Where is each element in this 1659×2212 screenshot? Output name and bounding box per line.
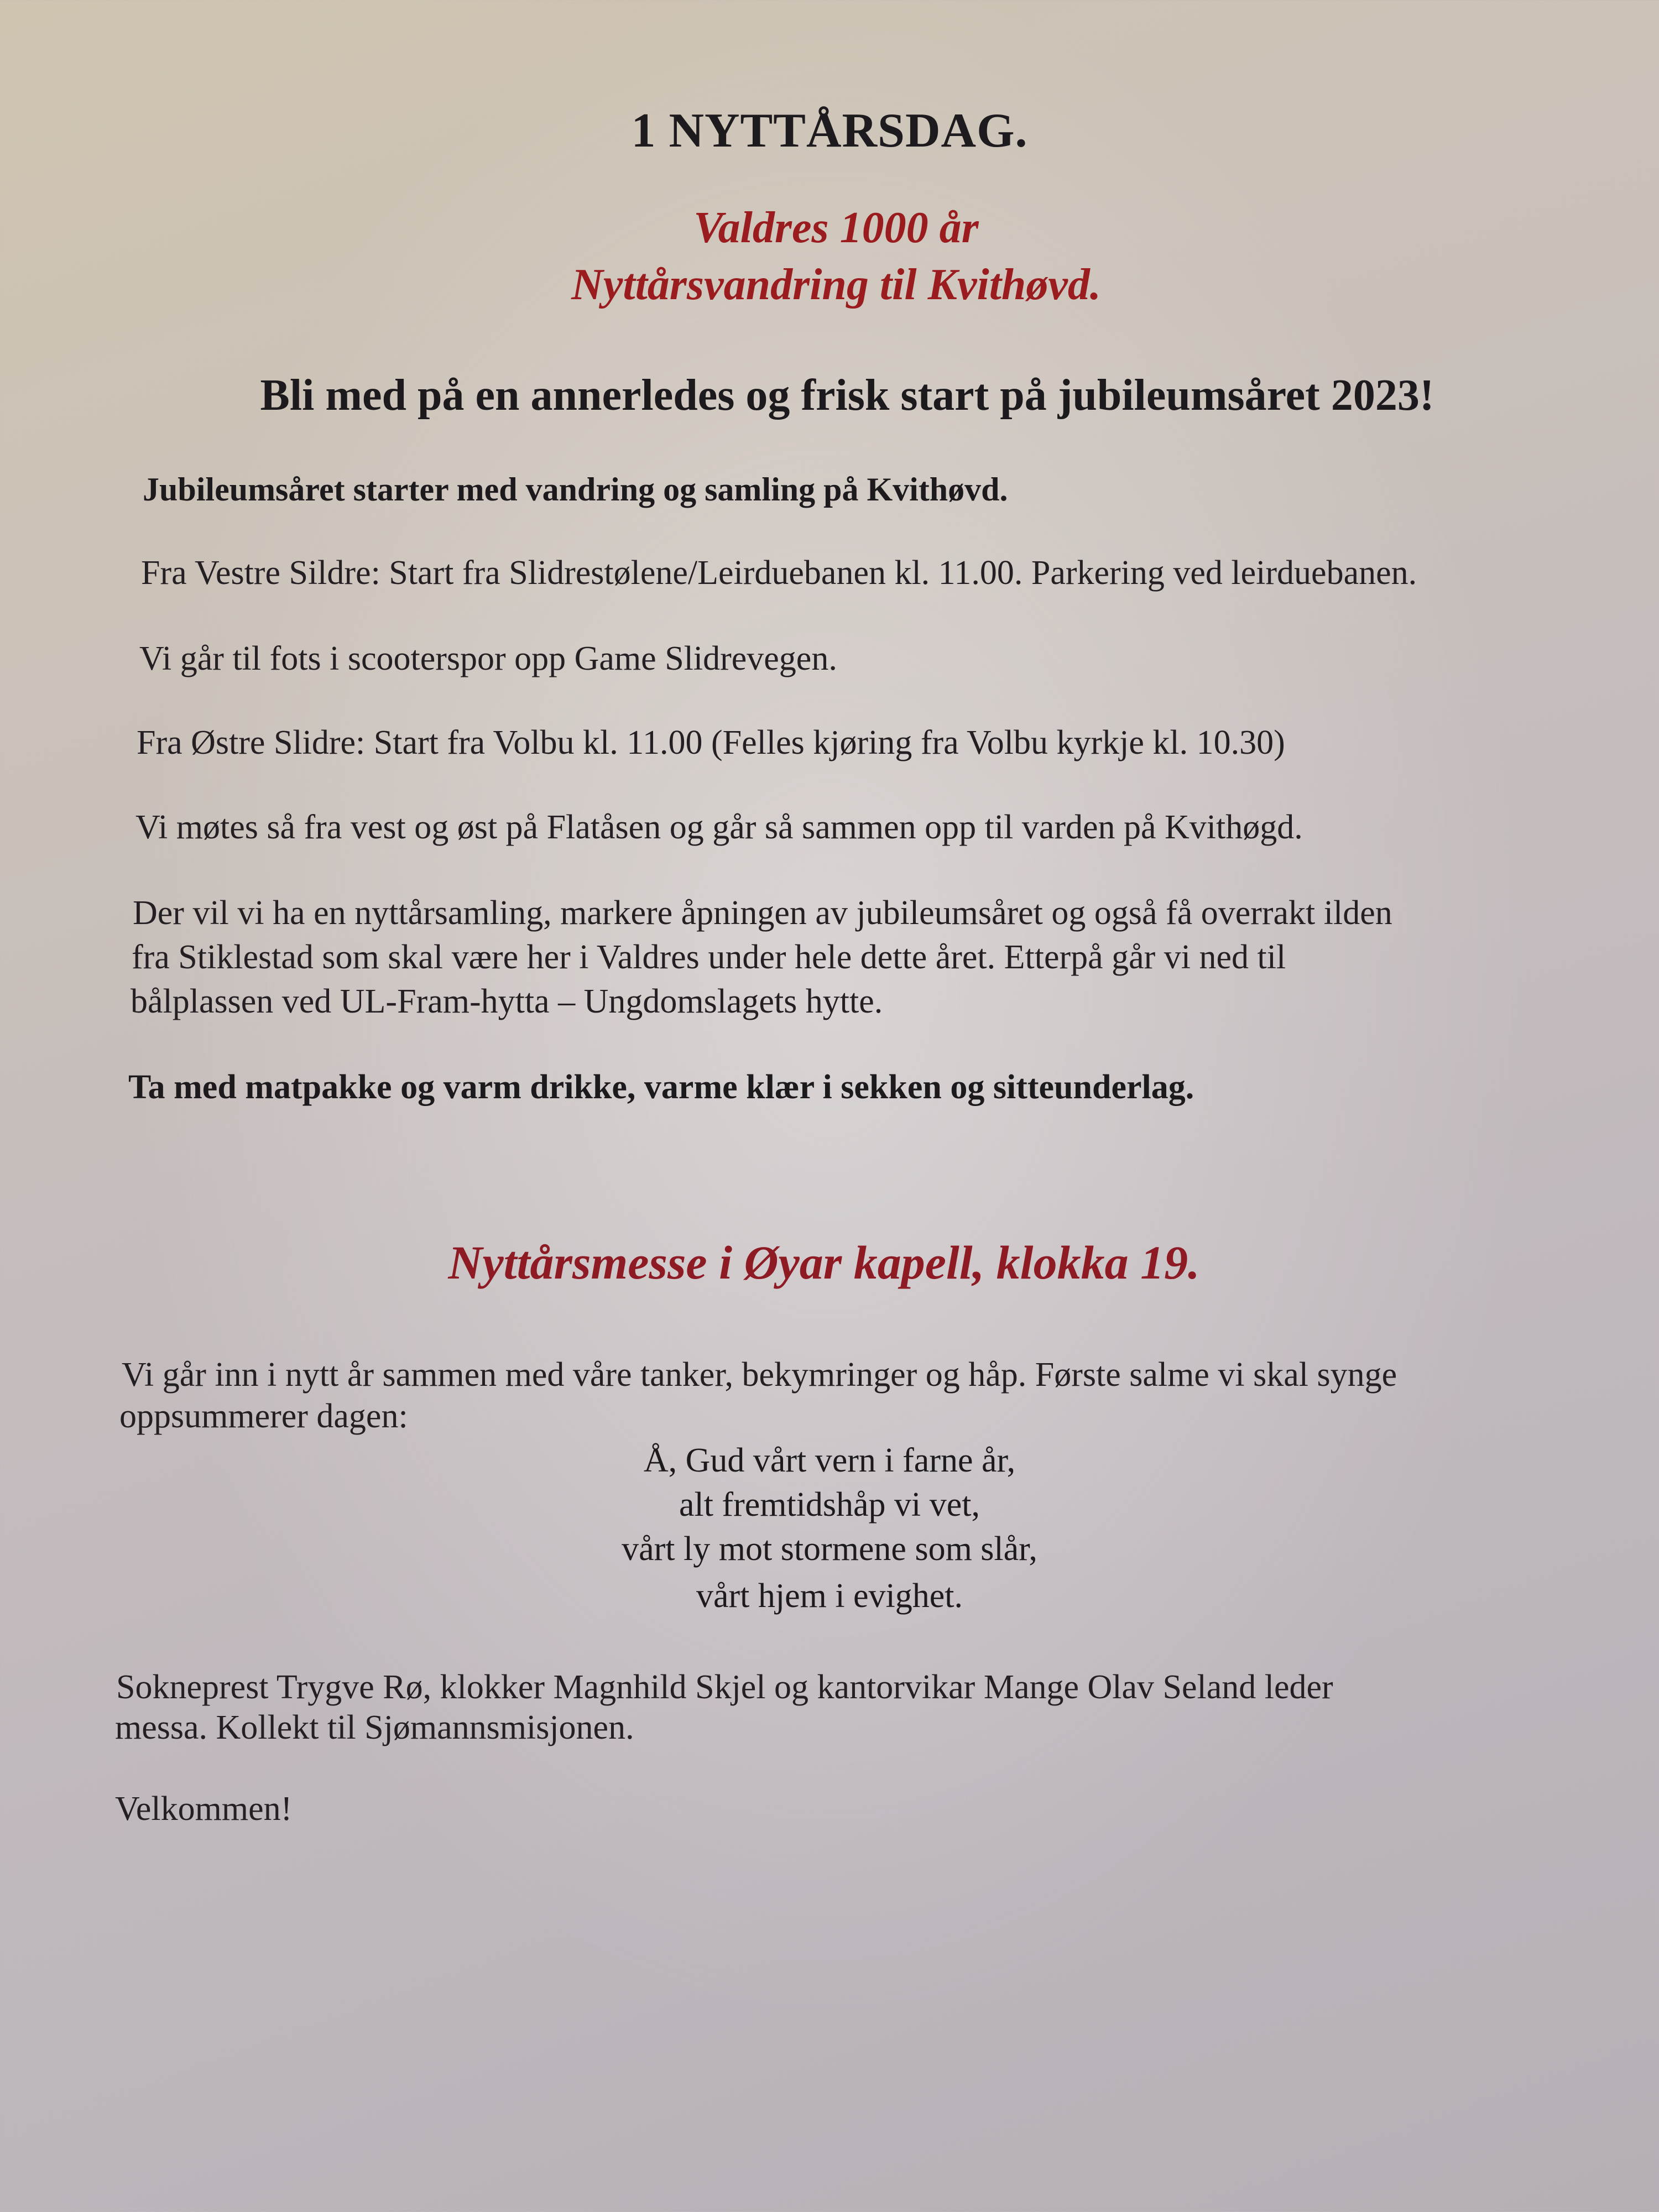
walking-text: Vi går til fots i scooterspor opp Game Slidrevegen. [139,640,837,677]
priest-line-1: Sokneprest Trygve Rø, klokker Magnhild Skjel og kantorvikar Mange Olav Seland leder [116,1668,1333,1706]
hymn-verse-line-2: alt fremtidshåp vi vet, [679,1486,980,1524]
subtitle-line-1: Valdres 1000 år [693,204,979,252]
welcome-text: Velkommen! [115,1790,293,1828]
hymn-verse-line-4: vårt hjem i evighet. [696,1577,963,1615]
headline: Bli med på en annerledes og frisk start på jubileumsåret 2023! [260,371,1434,420]
bring-along-text: Ta med matpakke og varm drikke, varme klær i sekken og sitteunderlag. [128,1068,1194,1106]
gathering-line-1: Der vil vi ha en nyttårsamling, markere åpningen av jubileumsåret og også få overrakt ilden [133,894,1392,932]
ostre-slidre-text: Fra Østre Slidre: Start fra Volbu kl. 11.00 (Felles kjøring fra Volbu kyrkje kl. 10.30) [137,724,1285,761]
mass-intro-line-2: oppsummerer dagen: [119,1397,408,1435]
gathering-line-3: bålplassen ved UL-Fram-hytta – Ungdomslagets hytte. [131,983,883,1020]
mass-heading: Nyttårsmesse i Øyar kapell, klokka 19. [448,1236,1200,1289]
gathering-line-2: fra Stiklestad som skal være her i Valdres under hele dette året. Etterpå går vi ned til [132,938,1286,976]
intro-text: Jubileumsåret starter med vandring og samling på Kvithøvd. [143,471,1008,508]
mass-intro-line-1: Vi går inn i nytt år sammen med våre tanker, bekymringer og håp. Første salme vi skal synge [122,1356,1397,1394]
vestre-slidre-text: Fra Vestre Sildre: Start fra Slidrestølene/Leirduebanen kl. 11.00. Parkering ved leirduebanen. [141,554,1417,592]
subtitle-line-2: Nyttårsvandring til Kvithøvd. [571,260,1101,309]
hymn-verse-line-1: Å, Gud vårt vern i farne år, [643,1442,1016,1479]
page-title: 1 NYTTÅRSDAG. [631,104,1028,158]
priest-line-2: messa. Kollekt til Sjømannsmisjonen. [115,1709,634,1746]
meeting-text: Vi møtes så fra vest og øst på Flatåsen og går så sammen opp til varden på Kvithøgd. [135,808,1303,846]
hymn-verse-line-3: vårt ly mot stormene som slår, [622,1530,1037,1568]
